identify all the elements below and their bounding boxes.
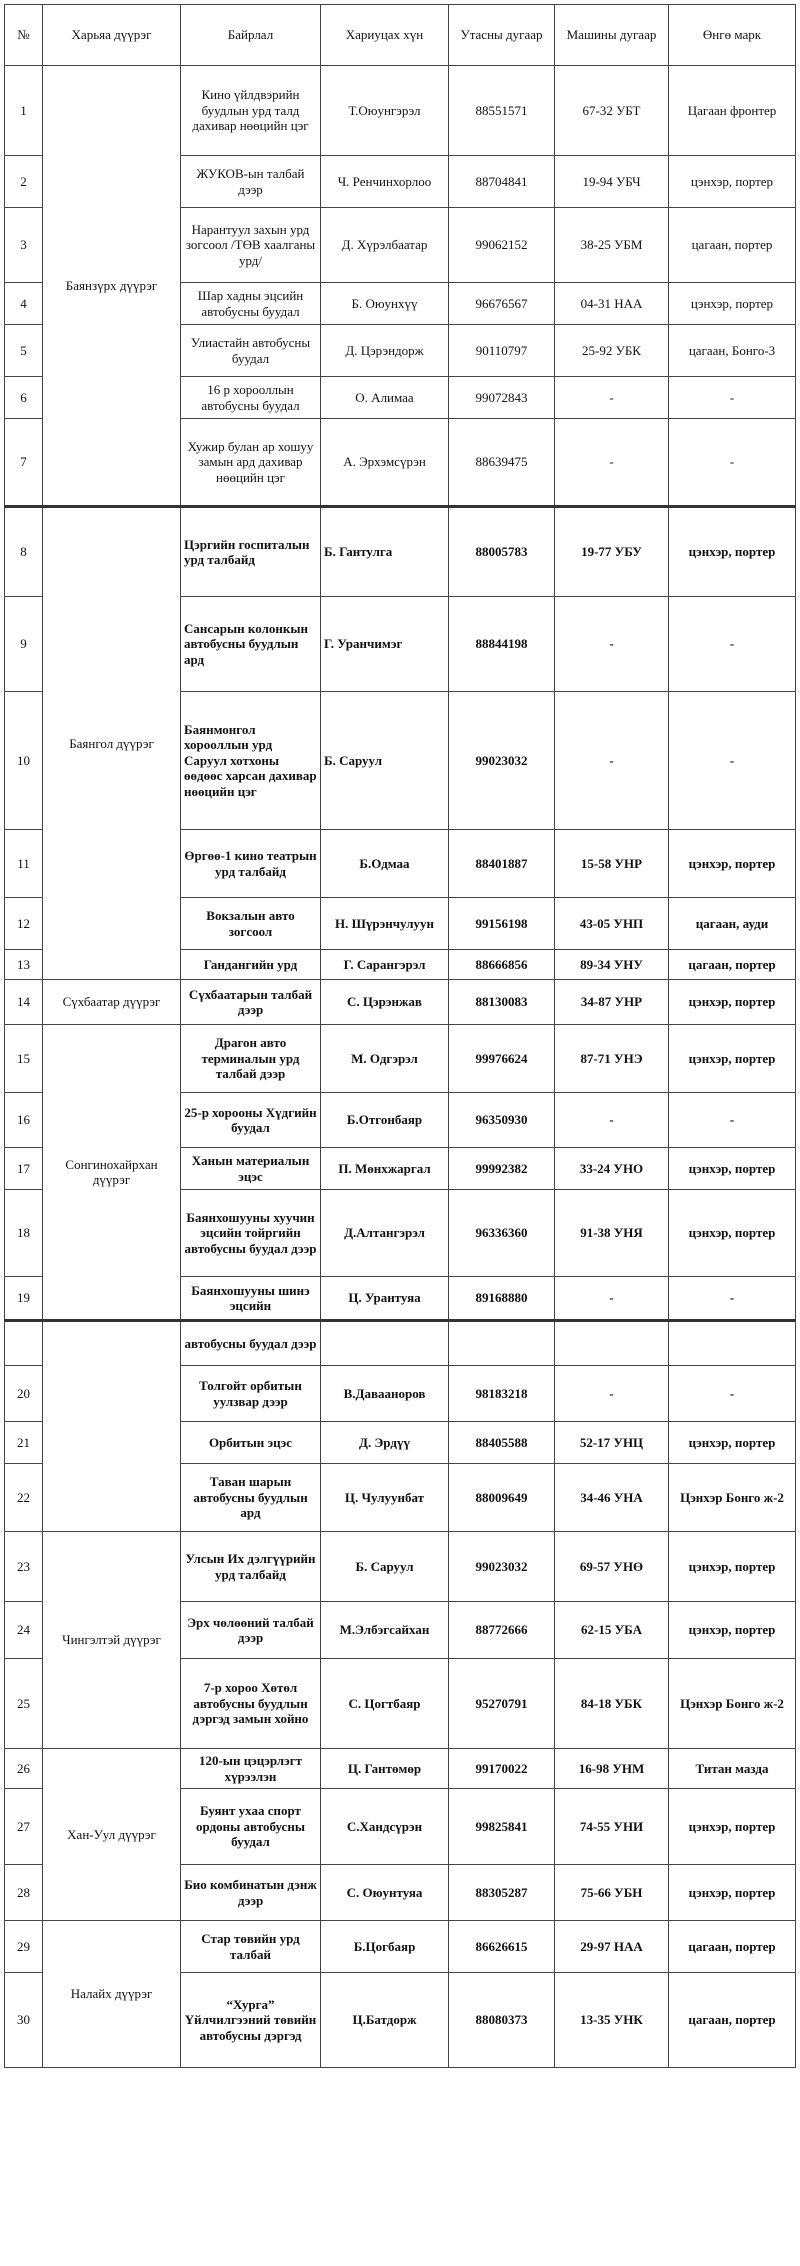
- color-cell: цагаан, Бонго-3: [669, 325, 796, 377]
- plate-cell: 29-97 НАА: [555, 1921, 669, 1973]
- location-cell: 25-р хорооны Хүдгийн буудал: [181, 1093, 321, 1148]
- color-cell: Цэнхэр Бонго ж-2: [669, 1659, 796, 1749]
- person-cell: Б.Отгонбаяр: [321, 1093, 449, 1148]
- location-cell: Өргөө-1 кино театрын урд талбайд: [181, 830, 321, 898]
- color-cell: цэнхэр, портер: [669, 980, 796, 1025]
- phone-cell: 99976624: [449, 1025, 555, 1093]
- row-number: 28: [5, 1865, 43, 1921]
- phone-cell: 90110797: [449, 325, 555, 377]
- plate-cell: [555, 1321, 669, 1366]
- color-cell: цэнхэр, портер: [669, 1789, 796, 1865]
- person-cell: Н. Шүрэнчулуун: [321, 898, 449, 950]
- plate-cell: 34-46 УНА: [555, 1464, 669, 1532]
- row-number: 10: [5, 692, 43, 830]
- color-cell: Титан мазда: [669, 1749, 796, 1789]
- person-cell: Д. Цэрэндорж: [321, 325, 449, 377]
- person-cell: С. Цогтбаяр: [321, 1659, 449, 1749]
- person-cell: Б.Одмаа: [321, 830, 449, 898]
- phone-cell: 88005783: [449, 507, 555, 597]
- row-number: 14: [5, 980, 43, 1025]
- table-row: [5, 1321, 796, 1366]
- plate-cell: 84-18 УБК: [555, 1659, 669, 1749]
- color-cell: цэнхэр, портер: [669, 1532, 796, 1602]
- person-cell: Г. Сарангэрэл: [321, 950, 449, 980]
- plate-cell: -: [555, 419, 669, 507]
- row-number: 17: [5, 1148, 43, 1190]
- district-cell: Баянзүрх дүүрэг: [43, 66, 181, 507]
- color-cell: цагаан, портер: [669, 1973, 796, 2068]
- person-cell: Ц.Батдорж: [321, 1973, 449, 2068]
- district-cell: Сүхбаатар дүүрэг: [43, 980, 181, 1025]
- plate-cell: 04-31 НАА: [555, 283, 669, 325]
- plate-cell: 91-38 УНЯ: [555, 1190, 669, 1277]
- row-number: 5: [5, 325, 43, 377]
- location-cell: Хужир булан ар хошуу замын ард дахивар нөөцийн цэг: [181, 419, 321, 507]
- color-cell: -: [669, 1277, 796, 1321]
- table-row: [5, 1749, 796, 1789]
- color-cell: цэнхэр, портер: [669, 1602, 796, 1659]
- plate-cell: -: [555, 692, 669, 830]
- row-number: 7: [5, 419, 43, 507]
- location-cell: Баянхошууны хуучин эцсийн тойргийн автобусны буудал дээр: [181, 1190, 321, 1277]
- person-cell: С.Хандсүрэн: [321, 1789, 449, 1865]
- plate-cell: 75-66 УБН: [555, 1865, 669, 1921]
- phone-cell: 99062152: [449, 208, 555, 283]
- header-row: [5, 5, 796, 66]
- plate-cell: 38-25 УБМ: [555, 208, 669, 283]
- location-cell: Био комбинатын дэнж дээр: [181, 1865, 321, 1921]
- color-cell: цэнхэр, портер: [669, 1025, 796, 1093]
- header-person: Хариуцах хүн: [321, 5, 449, 66]
- color-cell: [669, 1321, 796, 1366]
- phone-cell: 96676567: [449, 283, 555, 325]
- person-cell: Д. Хүрэлбаатар: [321, 208, 449, 283]
- phone-cell: 96336360: [449, 1190, 555, 1277]
- phone-cell: 98183218: [449, 1366, 555, 1422]
- phone-cell: 88405588: [449, 1422, 555, 1464]
- color-cell: цэнхэр, портер: [669, 507, 796, 597]
- row-number: 21: [5, 1422, 43, 1464]
- location-cell: Кино үйлдвэрийн буудлын урд талд дахивар нөөцийн цэг: [181, 66, 321, 156]
- person-cell: М.Элбэгсайхан: [321, 1602, 449, 1659]
- phone-cell: 99072843: [449, 377, 555, 419]
- person-cell: Д. Эрдүү: [321, 1422, 449, 1464]
- location-cell: Сансарын колонкын автобусны буудлын ард: [181, 597, 321, 692]
- location-cell: Орбитын эцэс: [181, 1422, 321, 1464]
- header-color-model: Өнгө марк: [669, 5, 796, 66]
- person-cell: П. Мөнхжаргал: [321, 1148, 449, 1190]
- collection-points-table: [4, 4, 796, 2068]
- plate-cell: -: [555, 1366, 669, 1422]
- district-cell: Чингэлтэй дүүрэг: [43, 1532, 181, 1749]
- phone-cell: 99156198: [449, 898, 555, 950]
- plate-cell: 67-32 УБТ: [555, 66, 669, 156]
- row-number: 8: [5, 507, 43, 597]
- row-number: 23: [5, 1532, 43, 1602]
- header-phone: Утасны дугаар: [449, 5, 555, 66]
- person-cell: Ц. Чулуунбат: [321, 1464, 449, 1532]
- person-cell: М. Одгэрэл: [321, 1025, 449, 1093]
- table-row: [5, 507, 796, 597]
- location-cell: Улиастайн автобусны буудал: [181, 325, 321, 377]
- location-cell: Эрх чөлөөний талбай дээр: [181, 1602, 321, 1659]
- phone-cell: 99023032: [449, 1532, 555, 1602]
- row-number: 2: [5, 156, 43, 208]
- color-cell: цэнхэр, портер: [669, 283, 796, 325]
- color-cell: -: [669, 377, 796, 419]
- header-plate: Машины дугаар: [555, 5, 669, 66]
- header-location: Байрлал: [181, 5, 321, 66]
- location-cell: Стар төвийн урд талбай: [181, 1921, 321, 1973]
- location-cell: Толгойт орбитын уулзвар дээр: [181, 1366, 321, 1422]
- plate-cell: 69-57 УНӨ: [555, 1532, 669, 1602]
- row-number: 13: [5, 950, 43, 980]
- row-number: 27: [5, 1789, 43, 1865]
- table-row: [5, 980, 796, 1025]
- row-number: 20: [5, 1366, 43, 1422]
- phone-cell: 88551571: [449, 66, 555, 156]
- row-number: 19: [5, 1277, 43, 1321]
- color-cell: -: [669, 597, 796, 692]
- table-row: [5, 1921, 796, 1973]
- color-cell: цэнхэр, портер: [669, 830, 796, 898]
- row-number: 4: [5, 283, 43, 325]
- phone-cell: 88704841: [449, 156, 555, 208]
- person-cell: А. Эрхэмсүрэн: [321, 419, 449, 507]
- color-cell: -: [669, 692, 796, 830]
- person-cell: Б. Оюунхүү: [321, 283, 449, 325]
- phone-cell: 89168880: [449, 1277, 555, 1321]
- row-number: 24: [5, 1602, 43, 1659]
- color-cell: цагаан, портер: [669, 950, 796, 980]
- person-cell: Ч. Ренчинхорлоо: [321, 156, 449, 208]
- plate-cell: 89-34 УНУ: [555, 950, 669, 980]
- plate-cell: 19-77 УБУ: [555, 507, 669, 597]
- location-cell: Баянхошууны шинэ эцсийн: [181, 1277, 321, 1321]
- row-number: 30: [5, 1973, 43, 2068]
- plate-cell: 52-17 УНЦ: [555, 1422, 669, 1464]
- row-number: [5, 1321, 43, 1366]
- person-cell: Ц. Урантуяа: [321, 1277, 449, 1321]
- color-cell: цагаан, портер: [669, 208, 796, 283]
- row-number: 26: [5, 1749, 43, 1789]
- table-row: [5, 1025, 796, 1093]
- phone-cell: 88130083: [449, 980, 555, 1025]
- phone-cell: 99825841: [449, 1789, 555, 1865]
- person-cell: Б. Гантулга: [321, 507, 449, 597]
- phone-cell: 88639475: [449, 419, 555, 507]
- person-cell: О. Алимаа: [321, 377, 449, 419]
- table-row: [5, 66, 796, 156]
- color-cell: Цэнхэр Бонго ж-2: [669, 1464, 796, 1532]
- phone-cell: 95270791: [449, 1659, 555, 1749]
- district-cell: Баянгол дүүрэг: [43, 507, 181, 980]
- person-cell: Б. Саруул: [321, 692, 449, 830]
- row-number: 22: [5, 1464, 43, 1532]
- location-cell: Таван шарын автобусны буудлын ард: [181, 1464, 321, 1532]
- plate-cell: 43-05 УНП: [555, 898, 669, 950]
- phone-cell: 88844198: [449, 597, 555, 692]
- person-cell: В.Давааноров: [321, 1366, 449, 1422]
- phone-cell: 88080373: [449, 1973, 555, 2068]
- location-cell: ЖУКОВ-ын талбай дээр: [181, 156, 321, 208]
- district-cell: Сонгинохайрхан дүүрэг: [43, 1025, 181, 1321]
- color-cell: цагаан, портер: [669, 1921, 796, 1973]
- table-row: [5, 1532, 796, 1602]
- color-cell: цэнхэр, портер: [669, 1190, 796, 1277]
- header-number: №: [5, 5, 43, 66]
- location-cell: 120-ын цэцэрлэгт хүрээлэн: [181, 1749, 321, 1789]
- location-cell: Буянт ухаа спорт ордоны автобусны буудал: [181, 1789, 321, 1865]
- phone-cell: 88666856: [449, 950, 555, 980]
- location-cell: Нарантуул захын урд зогсоол /ТӨВ хаалганы урд/: [181, 208, 321, 283]
- person-cell: Г. Уранчимэг: [321, 597, 449, 692]
- plate-cell: -: [555, 1093, 669, 1148]
- person-cell: Б.Цогбаяр: [321, 1921, 449, 1973]
- location-cell: Сүхбаатарын талбай дээр: [181, 980, 321, 1025]
- location-cell: “Хурга” Үйлчилгээний төвийн автобусны дэргэд: [181, 1973, 321, 2068]
- phone-cell: 99023032: [449, 692, 555, 830]
- color-cell: цэнхэр, портер: [669, 1148, 796, 1190]
- row-number: 6: [5, 377, 43, 419]
- color-cell: цэнхэр, портер: [669, 1865, 796, 1921]
- plate-cell: 16-98 УНМ: [555, 1749, 669, 1789]
- phone-cell: 88401887: [449, 830, 555, 898]
- location-cell: Драгон авто терминалын урд талбай дээр: [181, 1025, 321, 1093]
- row-number: 9: [5, 597, 43, 692]
- plate-cell: 34-87 УНР: [555, 980, 669, 1025]
- row-number: 25: [5, 1659, 43, 1749]
- plate-cell: 87-71 УНЭ: [555, 1025, 669, 1093]
- person-cell: Ц. Гантөмөр: [321, 1749, 449, 1789]
- document-page: [4, 4, 795, 2068]
- phone-cell: 88009649: [449, 1464, 555, 1532]
- phone-cell: 99992382: [449, 1148, 555, 1190]
- location-cell: Цэргийн госпиталын урд талбайд: [181, 507, 321, 597]
- plate-cell: 33-24 УНО: [555, 1148, 669, 1190]
- plate-cell: 74-55 УНИ: [555, 1789, 669, 1865]
- plate-cell: 19-94 УБЧ: [555, 156, 669, 208]
- plate-cell: 15-58 УНР: [555, 830, 669, 898]
- row-number: 16: [5, 1093, 43, 1148]
- phone-cell: 99170022: [449, 1749, 555, 1789]
- location-cell: Улсын Их дэлгүүрийн урд талбайд: [181, 1532, 321, 1602]
- row-number: 3: [5, 208, 43, 283]
- color-cell: -: [669, 1093, 796, 1148]
- row-number: 12: [5, 898, 43, 950]
- location-cell: Ханын материалын эцэс: [181, 1148, 321, 1190]
- person-cell: Т.Оюунгэрэл: [321, 66, 449, 156]
- person-cell: С. Цэрэнжав: [321, 980, 449, 1025]
- district-cell: Налайх дүүрэг: [43, 1921, 181, 2068]
- location-cell: Шар хадны эцсийн автобусны буудал: [181, 283, 321, 325]
- color-cell: цэнхэр, портер: [669, 156, 796, 208]
- row-number: 18: [5, 1190, 43, 1277]
- phone-cell: [449, 1321, 555, 1366]
- person-cell: Д.Алтангэрэл: [321, 1190, 449, 1277]
- plate-cell: -: [555, 1277, 669, 1321]
- phone-cell: 88772666: [449, 1602, 555, 1659]
- plate-cell: -: [555, 377, 669, 419]
- location-cell: 7-р хороо Хөтөл автобусны буудлын дэргэд замын хойно: [181, 1659, 321, 1749]
- plate-cell: 62-15 УБА: [555, 1602, 669, 1659]
- row-number: 15: [5, 1025, 43, 1093]
- plate-cell: -: [555, 597, 669, 692]
- location-cell: 16 р хорооллын автобусны буудал: [181, 377, 321, 419]
- plate-cell: 25-92 УБК: [555, 325, 669, 377]
- location-cell: Вокзалын авто зогсоол: [181, 898, 321, 950]
- phone-cell: 88305287: [449, 1865, 555, 1921]
- phone-cell: 86626615: [449, 1921, 555, 1973]
- location-cell: Гандангийн урд: [181, 950, 321, 980]
- row-number: 11: [5, 830, 43, 898]
- phone-cell: 96350930: [449, 1093, 555, 1148]
- location-cell: автобусны буудал дээр: [181, 1321, 321, 1366]
- plate-cell: 13-35 УНК: [555, 1973, 669, 2068]
- person-cell: Б. Саруул: [321, 1532, 449, 1602]
- color-cell: -: [669, 1366, 796, 1422]
- district-cell-continued: [43, 1321, 181, 1532]
- header-district: Харьяа дүүрэг: [43, 5, 181, 66]
- color-cell: цэнхэр, портер: [669, 1422, 796, 1464]
- color-cell: цагаан, ауди: [669, 898, 796, 950]
- color-cell: -: [669, 419, 796, 507]
- row-number: 1: [5, 66, 43, 156]
- person-cell: [321, 1321, 449, 1366]
- district-cell: Хан-Уул дүүрэг: [43, 1749, 181, 1921]
- person-cell: С. Оюунтуяа: [321, 1865, 449, 1921]
- row-number: 29: [5, 1921, 43, 1973]
- color-cell: Цагаан фронтер: [669, 66, 796, 156]
- location-cell: Баянмонгол хорооллын урд Саруул хотхоны өөдөөс харсан дахивар нөөцийн цэг: [181, 692, 321, 830]
